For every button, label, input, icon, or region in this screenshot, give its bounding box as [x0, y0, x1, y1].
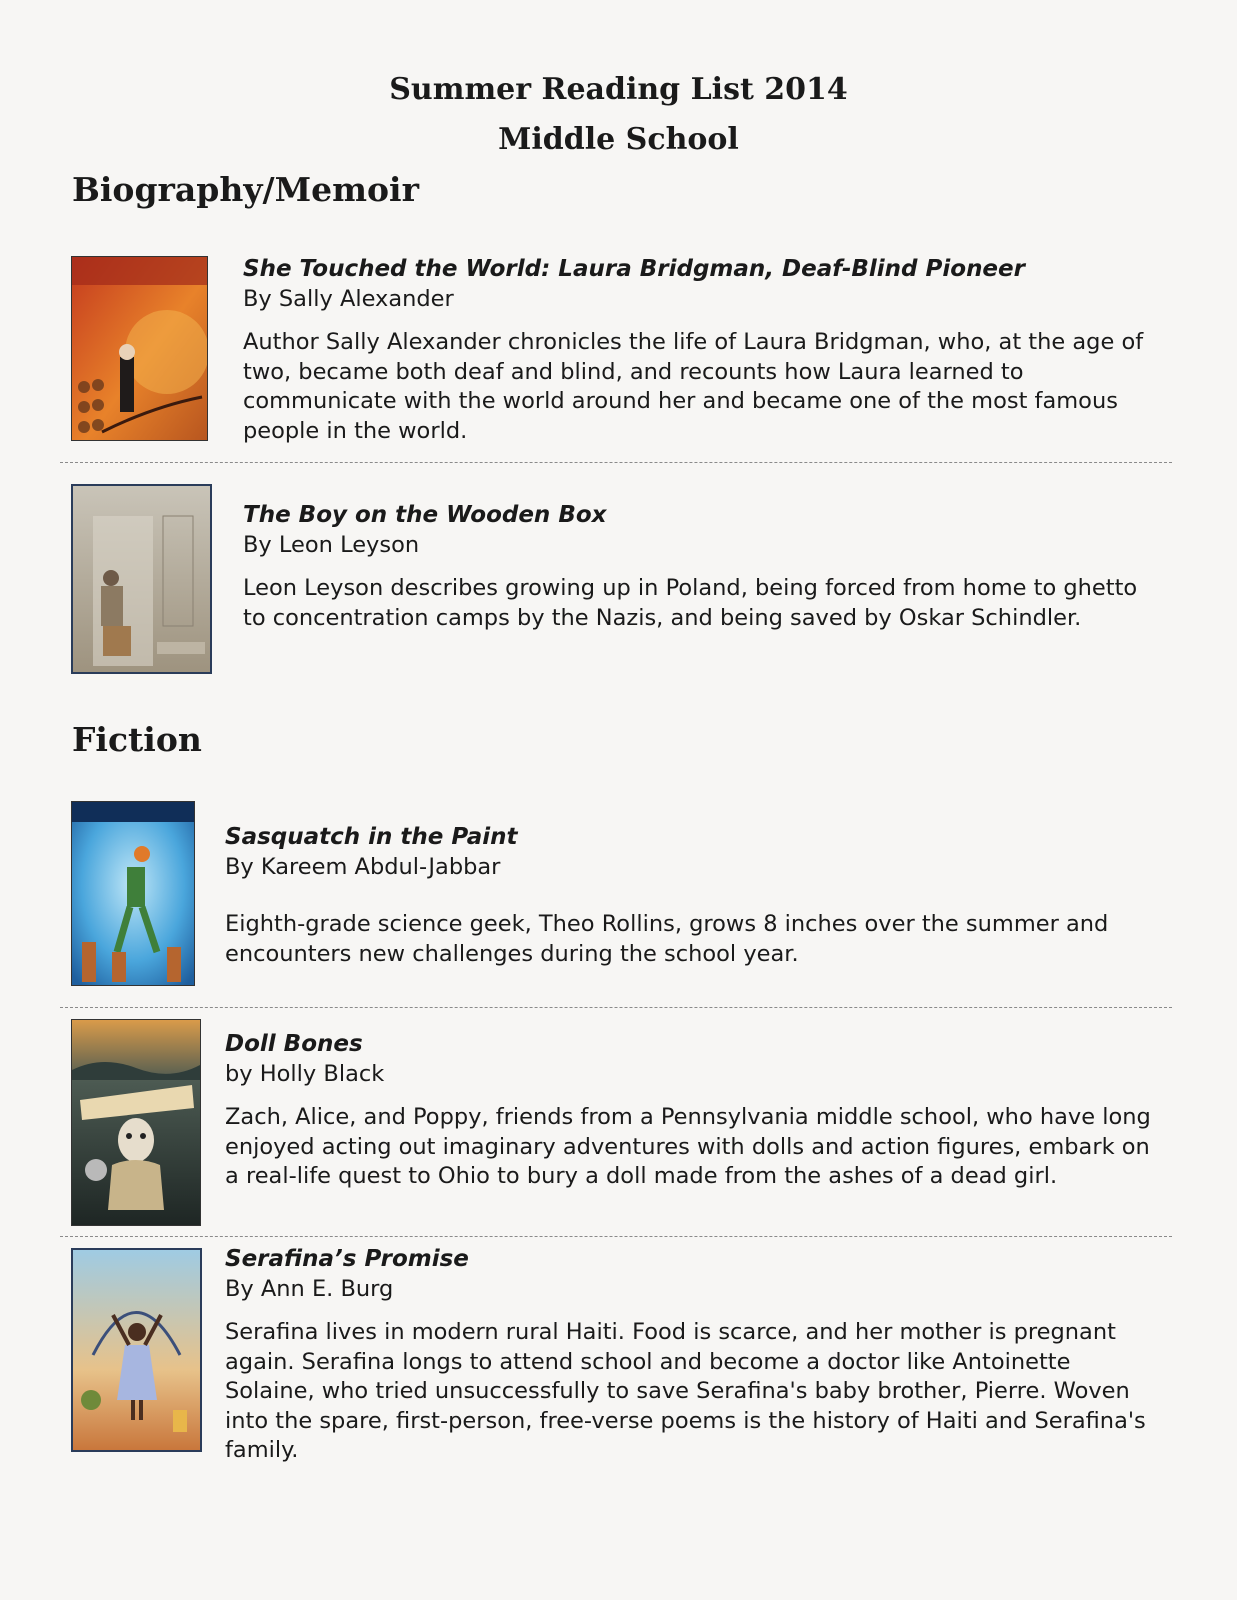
book-description: Author Sally Alexander chronicles the life of Laura Bridgman, who, at the age of two, became both deaf and blind, and recounts how Laura learned to communicate with the world around her and became one of the most famous people in the world. — [243, 329, 1144, 444]
book-cover-image — [72, 1020, 200, 1225]
book-info — [243, 500, 1163, 633]
page-title: Summer Reading List 2014 — [389, 72, 848, 107]
section-heading-fiction: Fiction — [72, 720, 202, 759]
book-cover-image — [73, 486, 210, 672]
book-title: She Touched the World: Laura Bridgman, Deaf-Blind Pioneer — [243, 256, 1025, 282]
book-title: Serafina’s Promise — [225, 1246, 469, 1272]
dashed-divider — [60, 1236, 1172, 1237]
book-cover-image — [72, 257, 207, 440]
book-title: Doll Bones — [225, 1031, 363, 1057]
book-info — [225, 1244, 1165, 1466]
book-author: By Kareem Abdul-Jabbar — [225, 854, 501, 880]
dashed-divider — [60, 462, 1172, 463]
book-description: Eighth-grade science geek, Theo Rollins, grows 8 inches over the summer and encounters new challenges during the school year. — [225, 911, 1109, 967]
book-cover-image — [73, 1250, 200, 1450]
book-title: The Boy on the Wooden Box — [243, 502, 607, 528]
book-author: By Leon Leyson — [243, 532, 420, 558]
page-subtitle: Middle School — [498, 122, 739, 157]
book-description: Leon Leyson describes growing up in Poland, being forced from home to ghetto to concentration camps by the Nazis, and being saved by Oskar Schindler. — [243, 575, 1138, 631]
book-author: By Sally Alexander — [243, 286, 454, 312]
book-cover-image — [72, 802, 194, 985]
book-info — [243, 254, 1163, 446]
book-description: Serafina lives in modern rural Haiti. Food is scarce, and her mother is pregnant again. Serafina longs to attend school and become a doctor like Antoinette Solaine, who tried unsuccessfully to save Serafina's baby brother, Pierre. Woven into the spare, first-person, free-verse poems is the history of Haiti and Serafina's family. — [225, 1319, 1146, 1463]
book-info — [225, 1029, 1165, 1192]
book-info — [225, 822, 1165, 969]
section-heading-biography: Biography/Memoir — [72, 170, 419, 209]
dashed-divider — [60, 1007, 1172, 1008]
book-author: By Ann E. Burg — [225, 1276, 394, 1302]
book-author: by Holly Black — [225, 1061, 385, 1087]
book-description: Zach, Alice, and Poppy, friends from a Pennsylvania middle school, who have long enjoyed acting out imaginary adventures with dolls and action figures, embark on a real-life quest to Ohio to bury a doll made from the ashes of a dead girl. — [225, 1104, 1151, 1189]
book-title: Sasquatch in the Paint — [225, 824, 518, 850]
